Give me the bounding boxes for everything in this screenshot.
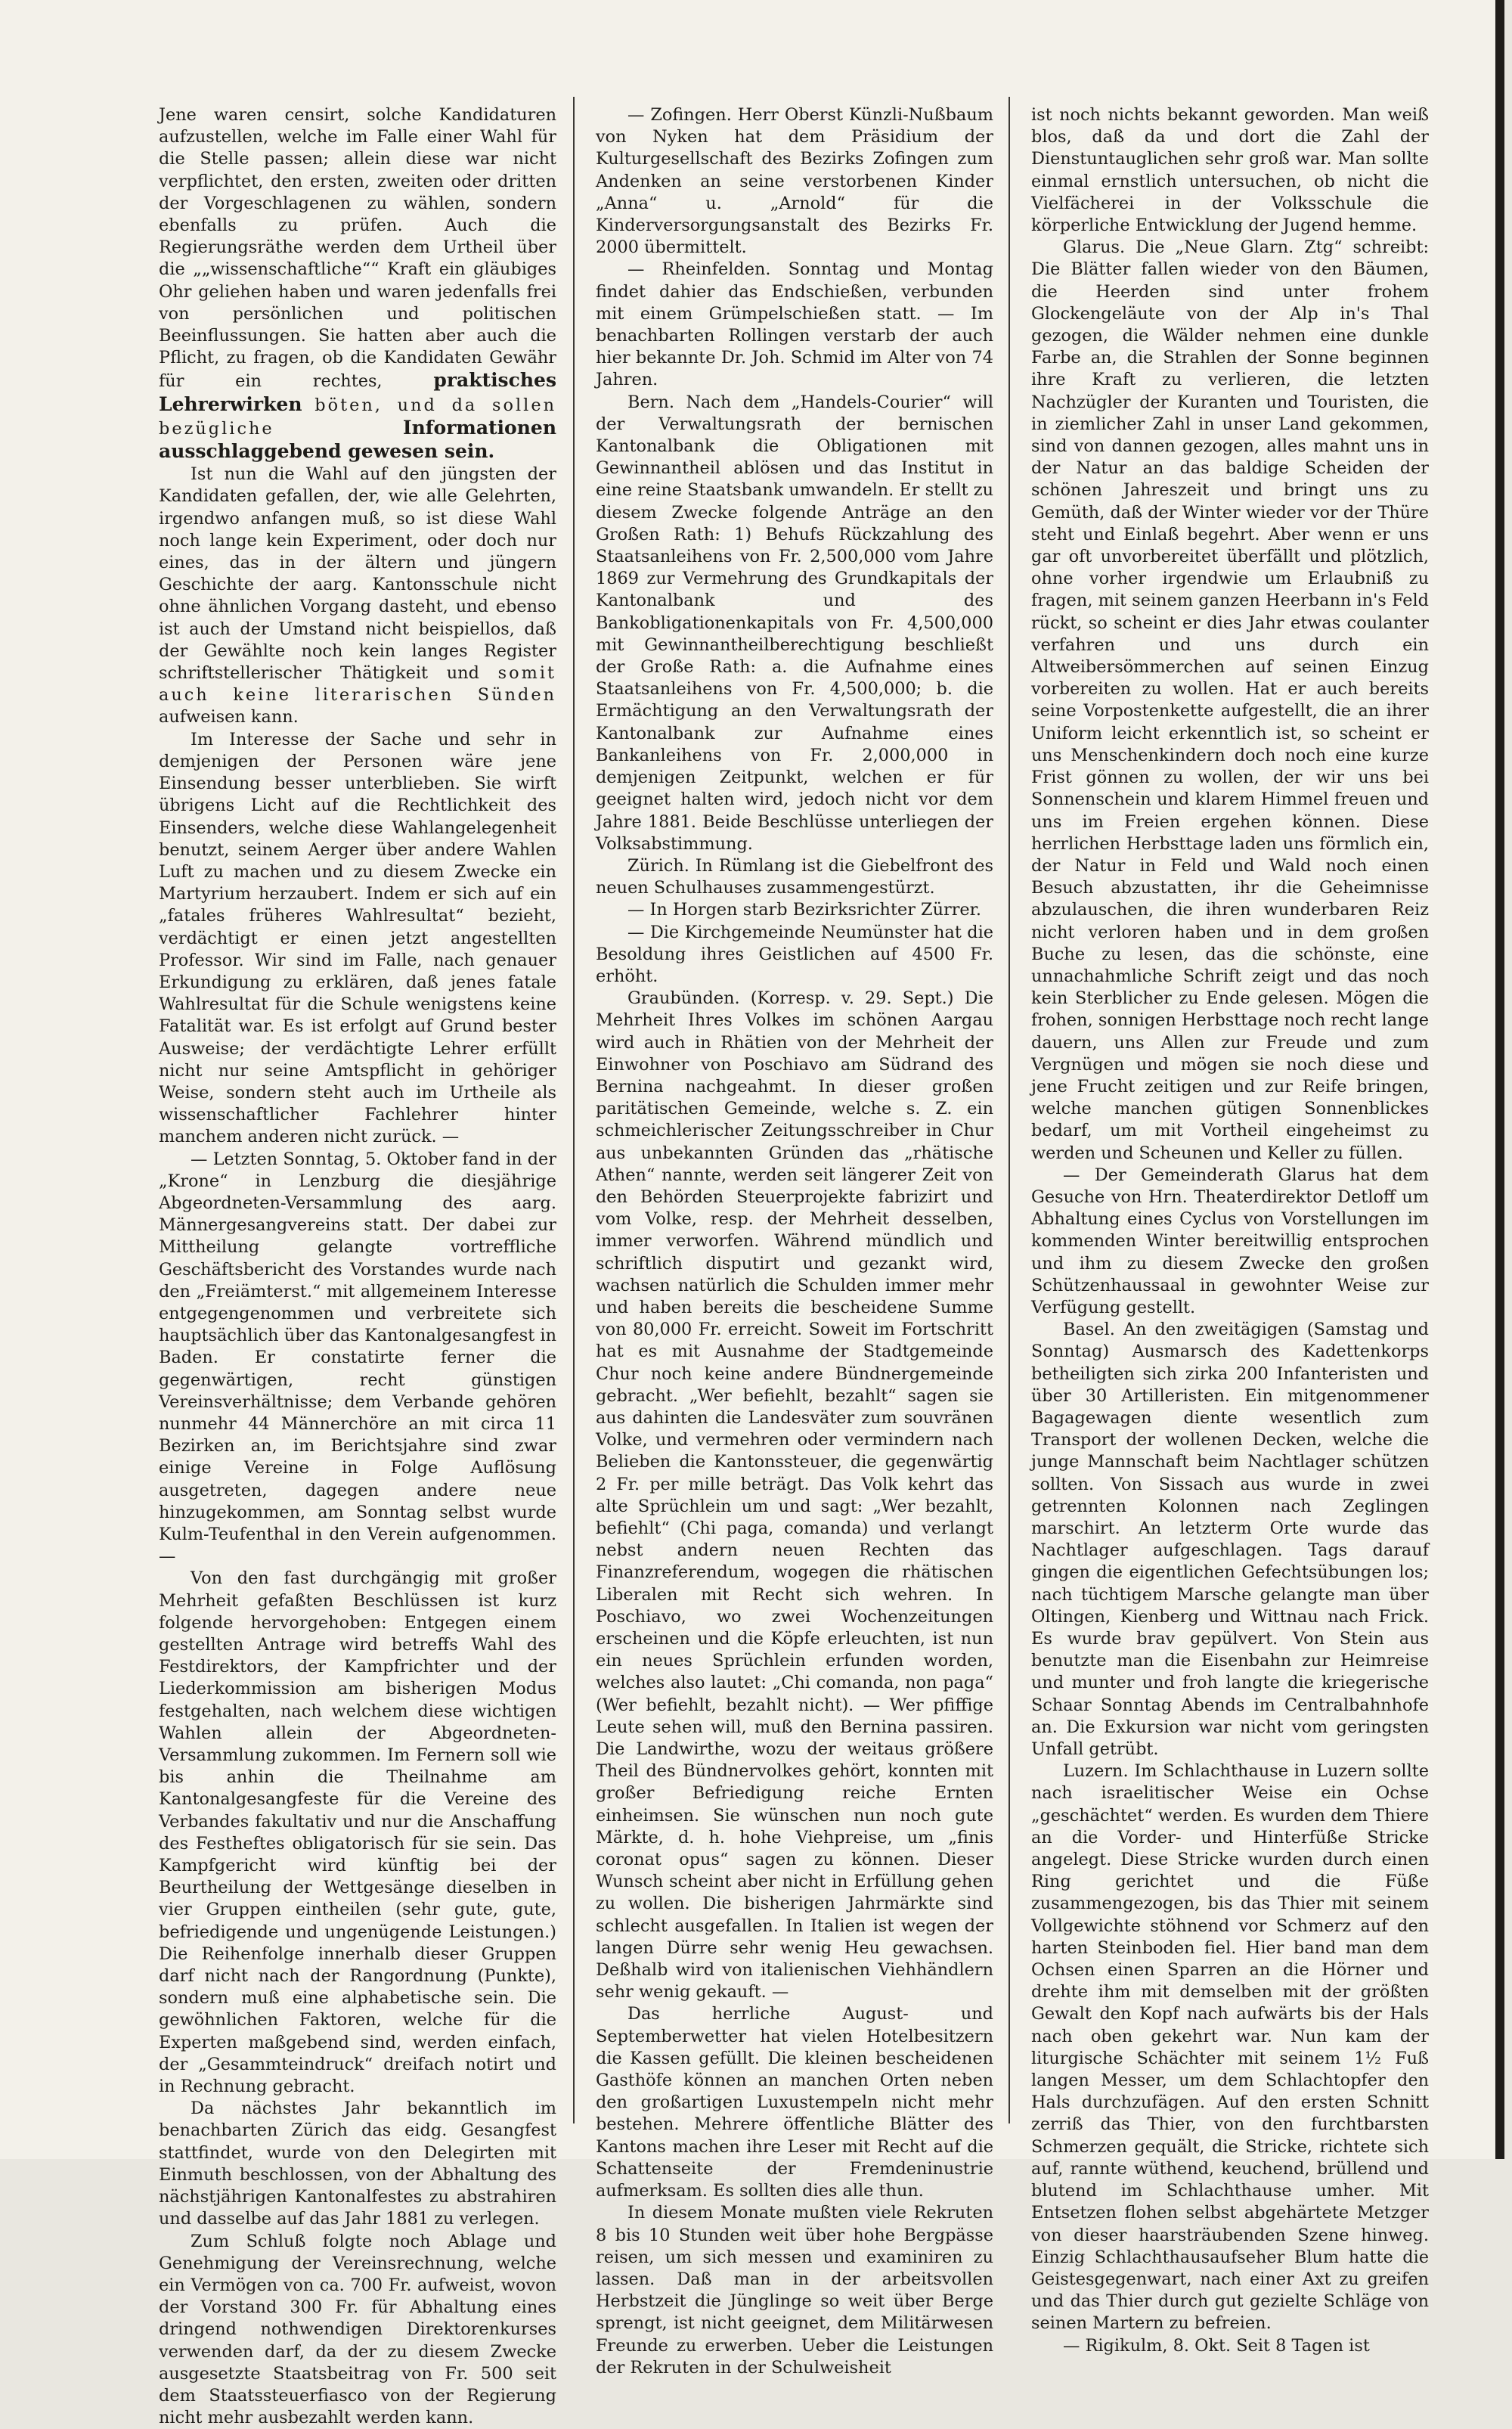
column-1: [159, 104, 556, 2116]
paragraph: Graubünden. (Korresp. v. 29. Sept.) Die Mehrheit Ihres Volkes im schönen Aargau wird auch in Rhätien von der Mehrheit der Einwohner von Poschiavo am Südrand des Bernina nachgeahmt. In dieser großen paritätischen Gemeinde, welche s. Z. ein schmeichlerischer Zeitungsschreiber in Chur aus unbekannten Gründen das „rhätische Athen“ nannte, werden seit längerer Zeit von den Behörden Steuerprojekte fabrizirt und vom Volke, resp. der Mehrheit desselben, immer verworfen. Während mündlich und schriftlich disputirt und gezankt wird, wachsen natürlich die Schulden immer mehr und haben bereits die bescheidene Summe von 80,000 Fr. erreicht. Soweit im Fortschritt hat es mit Ausnahme der Stadtgemeinde Chur noch keine andere Bündnergemeinde gebracht. „Wer befiehlt, bezahlt“ sagen sie aus dahinten die Landesväter zum souvränen Volke, und vermehren oder vermindern nach Belieben die Kantonssteuer, die gegenwärtig 2 Fr. per mille beträgt. Das Volk kehrt das alte Sprüchlein um und sagt: „Wer bezahlt, befiehlt“ (Chi paga, comanda) und verlangt nebst andern neuen Rechten das Finanzreferendum, wogegen die rhätischen Liberalen mit Recht sich wehren. In Poschiavo, wo zwei Wochenzeitungen erscheinen und die Köpfe erleuchten, ist nun ein neues Sprüchlein erfunden worden, welches also lautet: „Chi comanda, non paga“ (Wer befiehlt, bezahlt nicht). — Wer pfiffige Leute sehen will, muß den Bernina passiren. Die Landwirthe, wozu der weitaus größere Theil des Bündnervolkes gehört, konnten mit großer Befriedigung reiche Ernten einheimsen. Sie wünschen nun noch gute Märkte, d. h. hohe Viehpreise, um „finis coronat opus“ sagen zu können. Dieser Wunsch scheint aber nicht in Erfüllung gehen zu wollen. Die bisherigen Jahrmärkte sind schlecht ausgefallen. In Italien ist wegen der langen Dürre sehr wenig Heu gewachsen. Deßhalb wird von italienischen Viehhändlern sehr wenig gekauft. —: [596, 988, 993, 2003]
paragraph: [159, 104, 556, 464]
paragraph: Luzern. Im Schlachthause in Luzern sollte nach israelitischer Weise ein Ochse „geschächtet“ werden. Es wurden dem Thiere an die Vorder- und Hinterfüße Stricke angelegt. Diese Stricke wurden durch einen Ring gerichtet und die Füße zusammengezogen, bis das Thier mit seinem Vollgewichte stöhnend vor Schmerz auf den harten Steinboden fiel. Hier band man dem Ochsen einen Sparren an die Hörner und drehte ihm mit demselben mit der größten Gewalt den Kopf nach aufwärts bis der Hals nach oben gekehrt war. Nun kam der liturgische Schächter mit seinem 1½ Fuß langen Messer, um dem Schlachtopfer den Hals durchzufägen. Auf den ersten Schnitt zerriß das Thier, von den furchtbarsten Schmerzen gequält, die Stricke, richtete sich auf, rannte wüthend, keuchend, brüllend und blutend im Schlachthause umher. Mit Entsetzen flohen selbst abgehärtete Metzger von dieser haarsträubenden Szene hinweg. Einzig Schlachthausaufseher Blum hatte die Geistesgegenwart, nach einer Axt zu greifen und das Thier durch gut gezielte Schläge von seinen Martern zu befreien.: [1031, 1760, 1429, 2334]
paragraph: Basel. An den zweitägigen (Samstag und Sonntag) Ausmarsch des Kadettenkorps betheiligten sich zirka 200 Infanteristen und über 30 Artilleristen. Ein mitgenommener Bagagewagen diente wesentlich zum Transport der wollenen Decken, welche die junge Mannschaft beim Nachtlager schützen sollten. Von Sissach aus wurde in zwei getrennten Kolonnen nach Zeglingen marschirt. An letzterm Orte wurde das Nachtlager aufgeschlagen. Tags darauf gingen die eigentlichen Gefechtsübungen los; nach tüchtigem Marsche gelangte man über Oltingen, Kienberg und Wittnau nach Frick. Es wurde brav gepülvert. Von Stein aus benutzte man die Eisenbahn zur Heimreise und munter und froh langte die kriegerische Schaar Sonntag Abends im Centralbahnhofe an. Die Exkursion war nicht vom geringsten Unfall getrübt.: [1031, 1319, 1429, 1760]
paragraph-text: aufweisen kann.: [159, 707, 299, 727]
column-2: [596, 104, 993, 2116]
bold-phrase: Informationen ausschlaggebend gewesen sein.: [159, 417, 556, 462]
paragraph: — Die Kirchgemeinde Neumünster hat die Besoldung ihres Geistlichen auf 4500 Fr. erhöht.: [596, 922, 993, 988]
bold-phrase: praktisches Lehrerwirken: [159, 369, 556, 414]
paragraph: — Zofingen. Herr Oberst Künzli-Nußbaum von Nyken hat dem Präsidium der Kulturgesellschaft des Bezirks Zofingen zum Andenken an seine verstorbenen Kinder „Anna“ u. „Arnold“ für die Kinderversorgungsanstalt des Bezirks Fr. 2000 übermittelt.: [596, 104, 993, 259]
spaced-phrase: somit auch keine literarischen Sünden: [159, 663, 556, 705]
paragraph: — In Horgen starb Bezirksrichter Zürrer.: [596, 899, 993, 921]
paragraph: — Letzten Sonntag, 5. Oktober fand in der „Krone“ in Lenzburg die diesjährige Abgeordneten-Versammlung des aarg. Männergesangvereins statt. Der dabei zur Mittheilung gelangte vortreffliche Geschäftsbericht des Vorstandes wurde nach den „Freiämterst.“ mit allgemeinem Interesse entgegengenommen und verbreitete sich hauptsächlich über das Kantonalgesangfest in Baden. Er constatirte ferner die gegenwärtigen, recht günstigen Vereinsverhältnisse; dem Verbande gehören nunmehr 44 Männerchöre an mit circa 11 Bezirken an, im Berichtsjahre sind zwar einige Vereine in Folge Auflösung ausgetreten, dagegen andere neue hinzugekommen, am Sonntag selbst wurde Kulm-Teufenthal in den Verein aufgenommen. —: [159, 1149, 556, 1568]
scan-edge: [1495, 0, 1504, 2159]
paragraph: Zum Schluß folgte noch Ablage und Genehmigung der Vereinsrechnung, welche ein Vermögen von ca. 700 Fr. aufweist, wovon der Vorstand 300 Fr. für Abhaltung eines dringend nothwendigen Direktorenkurses verwenden darf, da der zu diesem Zwecke ausgesetzte Staatsbeitrag von Fr. 500 seit dem Staatssteuerfiasco von der Regierung nicht mehr ausbezahlt werden kann.: [159, 2231, 556, 2429]
paragraph: Zürich. In Rümlang ist die Giebelfront des neuen Schulhauses zusammengestürzt.: [596, 855, 993, 899]
paragraph: — Der Gemeinderath Glarus hat dem Gesuche von Hrn. Theaterdirektor Detloff um Abhaltung eines Cyclus von Vorstellungen im kommenden Winter bereitwillig entsprochen und ihm zu diesem Zwecke den großen Schützenhaussaal in gewohnter Weise zur Verfügung gestellt.: [1031, 1165, 1429, 1319]
article-columns: [159, 104, 1429, 2116]
paragraph: Glarus. Die „Neue Glarn. Ztg“ schreibt: Die Blätter fallen wieder von den Bäumen, die Heerden sind unter frohem Glockengeläute von der Alp in's Thal gezogen, die Wälder nehmen eine dunkle Farbe an, die Strahlen der Sonne beginnen ihre Kraft zu verlieren, die letzten Nachzügler der Kuranten und Touristen, die in ziemlicher Zahl in unser Land gekommen, sind von dannen gezogen, alles mahnt uns in der Natur an das baldige Scheiden der schönen Jahreszeit und bringt uns zu Gemüth, daß der Winter wieder vor der Thüre steht und Einlaß begehrt. Aber wenn er uns gar oft unvorbereitet überfällt und plötzlich, ohne vorher irgendwie um Erlaubniß zu fragen, mit seinem ganzen Heerbann in's Feld rückt, so scheint er dies Jahr etwas coulanter verfahren und uns durch ein Altweibersömmerchen auf seinen Einzug vorbereiten zu wollen. Hat er auch bereits seine Vorpostenkette aufgestellt, die an ihrer Uniform leicht erkenntlich ist, so scheint er uns Menschenkindern doch noch eine kurze Frist gönnen zu wollen, der wir uns bei Sonnenschein und klarem Himmel freuen und uns im Freien ergehen können. Diese herrlichen Herbsttage laden uns förmlich ein, der Natur in Feld und Wald noch einen Besuch abzustatten, ihr die Geheimnisse abzulauschen, die ihren wunderbaren Reiz nicht verloren haben und in dem großen Buche zu lesen, das die schönste, eine unnachahmliche Schrift zeigt und das noch kein Sterblicher zu Ende gelesen. Mögen die frohen, sonnigen Herbsttage noch recht lange dauern, uns Allen zur Freude und zum Vergnügen und mögen sie noch diese und jene Frucht zeitigen und zur Reife bringen, welche manchen gütigen Sonnenblickes bedarf, um mit Vortheil eingeheimst zu werden und Scheunen und Keller zu füllen.: [1031, 237, 1429, 1165]
paragraph: Von den fast durchgängig mit großer Mehrheit gefaßten Beschlüssen ist kurz folgende hervorgehoben: Entgegen einem gestellten Antrage wird betreffs Wahl des Festdirektors, der Kampfrichter und der Liederkommission am bisherigen Modus festgehalten, nach welchem diese wichtigen Wahlen allein der Abgeordneten-Versammlung zukommen. Im Fernern soll wie bis anhin die Theilnahme am Kantonalgesangfeste für die Vereine des Verbandes fakultativ und nur die Anschaffung des Festheftes obligatorisch für sie sein. Das Kampfgericht wird künftig bei der Beurtheilung der Wettgesänge dieselben in vier Gruppen eintheilen (sehr gute, gute, befriedigende und ungenügende Leistungen.) Die Reihenfolge innerhalb dieser Gruppen darf nicht nach der Rangordnung (Punkte), sondern muß eine alphabetische sein. Die gewöhnlichen Faktoren, welche für die Experten maßgebend sind, werden einfach, der „Gesammteindruck“ dreifach notirt und in Rechnung gebracht.: [159, 1568, 556, 2098]
paragraph-text: Ist nun die Wahl auf den jüngsten der Kandidaten gefallen, der, wie alle Gelehrten, irgendwo anfangen muß, so ist diese Wahl noch lange kein Experiment, oder doch nur eines, das in der ältern und jüngern Geschichte der aarg. Kantonsschule nicht ohne ähnlichen Vorgang dasteht, und ebenso ist auch der Umstand nicht beispiellos, daß der Gewählte noch kein langes Register schriftstellerischer Thätigkeit und: [159, 464, 556, 683]
paragraph: Bern. Nach dem „Handels-Courier“ will der Verwaltungsrath der bernischen Kantonalbank die Obligationen mit Gewinnantheil ablösen und das Institut in eine reine Staatsbank umwandeln. Er stellt zu diesem Zwecke folgende Anträge an den Großen Rath: 1) Behufs Rückzahlung des Staatsanleihens von Fr. 2,500,000 vom Jahre 1869 zur Vermehrung des Grundkapitals der Kantonalbank und des Bankobligationenkapitals von Fr. 4,500,000 mit Gewinnantheilberechtigung beschließt der Große Rath: a. die Aufnahme eines Staatsanleihens von Fr. 4,500,000; b. die Ermächtigung an den Verwaltungsrath der Kantonalbank zur Aufnahme eines Bankanleihens von Fr. 2,000,000 in demjenigen Zeitpunkt, welchen er für geeignet halten wird, jedoch nicht vor dem Jahre 1881. Beide Beschlüsse unterliegen der Volksabstimmung.: [596, 392, 993, 855]
paragraph: — Rigikulm, 8. Okt. Seit 8 Tagen ist: [1031, 2335, 1429, 2357]
spaced-phrase: böten, und da sollen bezügliche: [159, 396, 556, 439]
paragraph: Da nächstes Jahr bekanntlich im benachbarten Zürich das eidg. Gesangfest stattfindet, wurde von den Delegirten mit Einmuth beschlossen, von der Abhaltung des nächstjährigen Kantonalfestes zu abstrahiren und dasselbe auf das Jahr 1881 zu verlegen.: [159, 2098, 556, 2230]
paragraph: ist noch nichts bekannt geworden. Man weiß blos, daß da und dort die Zahl der Dienstuntauglichen sehr groß war. Man sollte einmal ernstlich untersuchen, ob nicht die Vielfächerei in der Volksschule die körperliche Entwicklung der Jugend hemme.: [1031, 104, 1429, 237]
paragraph: Im Interesse der Sache und sehr in demjenigen der Personen wäre jene Einsendung besser unterblieben. Sie wirft übrigens Licht auf die Rechtlichkeit des Einsenders, welche diese Wahlangelegenheit benutzt, seinem Aerger über andere Wahlen Luft zu machen und zu diesem Zwecke ein Martyrium herzaubert. Indem er sich auf ein „fatales früheres Wahlresultat“ bezieht, verdächtigt er einen jetzt angestellten Professor. Wir sind im Falle, nach genauer Erkundigung zu erklären, daß jenes fatale Wahlresultat für die Schule wenigstens keine Fatalität war. Es ist erfolgt auf Grund bester Ausweise; der verdächtigte Lehrer erfüllt nicht nur seine Amtspflicht in gehöriger Weise, sondern steht auch im Urtheile als wissenschaftlicher Fachlehrer hinter manchem anderen nicht zurück. —: [159, 729, 556, 1149]
paragraph-text: Jene waren censirt, solche Kandidaturen aufzustellen, welche im Falle einer Wahl für die Stelle passen; allein diese war nicht verpflichtet, den ersten, zweiten oder dritten der Vorgeschlagenen zu wählen, sondern ebenfalls zu prüfen. Auch die Regierungsräthe werden dem Urtheil über die „„wissenschaftliche““ Kraft ein gläubiges Ohr geliehen haben und waren jedenfalls frei von persönlichen und politischen Beeinflussungen. Sie hatten aber auch die Pflicht, zu fragen, ob die Kandidaten Gewähr für ein rechtes,: [159, 105, 556, 391]
paragraph: [159, 464, 556, 728]
column-3: [1031, 104, 1429, 2116]
paragraph: Das herrliche August- und Septemberwetter hat vielen Hotelbesitzern die Kassen gefüllt. Die kleinen bescheidenen Gasthöfe können an manchen Orten neben den großartigen Luxustempeln nicht mehr bestehen. Mehrere öffentliche Blätter des Kantons machen ihre Leser mit Recht auf die Schattenseite der Fremdeninustrie aufmerksam. Es sollten dies alle thun.: [596, 2003, 993, 2202]
paragraph: In diesem Monate mußten viele Rekruten 8 bis 10 Stunden weit über hohe Bergpässe reisen, um sich messen und examiniren zu lassen. Daß man in der arbeitsvollen Herbstzeit die Jünglinge so weit über Berge sprengt, ist nicht geeignet, dem Militärwesen Freunde zu erwerben. Ueber die Leistungen der Rekruten in der Schulweisheit: [596, 2202, 993, 2379]
paragraph: — Rheinfelden. Sonntag und Montag findet dahier das Endschießen, verbunden mit einem Grümpelschießen statt. — Im benachbarten Rollingen verstarb der auch hier bekannte Dr. Joh. Schmid im Alter von 74 Jahren.: [596, 259, 993, 391]
